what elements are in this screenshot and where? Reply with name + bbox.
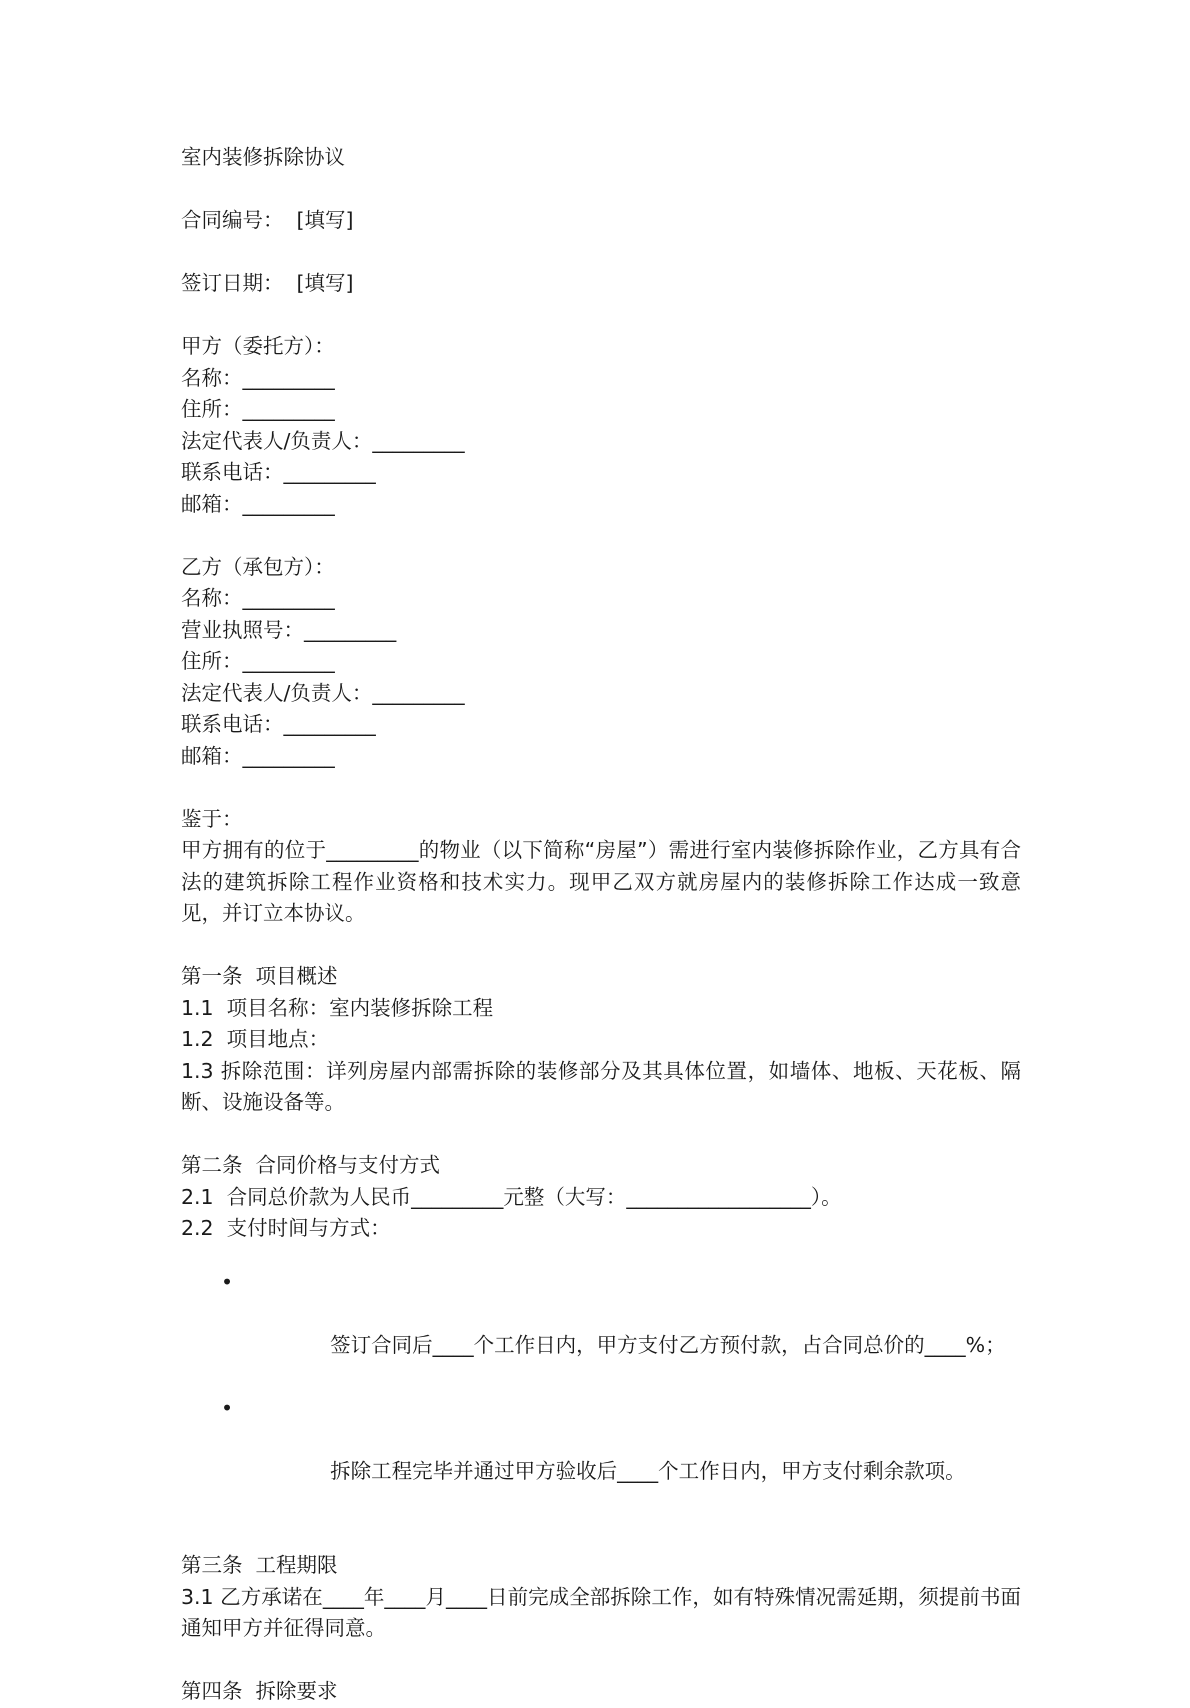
list-item	[181, 1267, 1021, 1393]
article-1	[181, 961, 1021, 1119]
article-2	[181, 1150, 1021, 1519]
party-b-representative: 法定代表人/负责人：_________	[181, 680, 465, 705]
article-3	[181, 1550, 1021, 1645]
contract-number: 合同编号： [填写]	[181, 208, 354, 232]
party-b-email: 邮箱：_________	[181, 743, 335, 768]
whereas-section	[181, 804, 1021, 930]
payment-terms-list	[181, 1267, 1021, 1519]
article-4-heading: 第四条 拆除要求	[181, 1679, 338, 1703]
list-item	[181, 1393, 1021, 1519]
party-b-heading: 乙方（承包方）：	[181, 554, 335, 579]
party-a-heading: 甲方（委托方）：	[181, 334, 335, 358]
article-3-item-1: 3.1 乙方承诺在____年____月____日前完成全部拆除工作，如有特殊情况需延期，须提前书面通知甲方并征得同意。	[181, 1584, 1021, 1640]
party-b-phone: 联系电话：_________	[181, 712, 376, 736]
party-b-name: 名称：_________	[181, 586, 335, 610]
party-a-section	[181, 331, 1021, 520]
article-1-item-3: 1.3 拆除范围：详列房屋内部需拆除的装修部分及其具体位置，如墙体、地板、天花板、隔断、设施设备等。	[181, 1058, 1021, 1114]
article-1-heading: 第一条 项目概述	[181, 964, 338, 988]
party-a-representative: 法定代表人/负责人：_________	[181, 428, 465, 453]
document-body	[181, 142, 1021, 1708]
article-4	[181, 1676, 1021, 1708]
list-item-text: 签订合同后____个工作日内，甲方支付乙方预付款，占合同总价的____%；	[330, 1332, 1006, 1357]
party-b-license: 营业执照号：_________	[181, 617, 397, 642]
article-1-item-1: 1.1 项目名称：室内装修拆除工程	[181, 995, 494, 1020]
party-a-phone: 联系电话：_________	[181, 460, 376, 484]
list-item-text: 拆除工程完毕并通过甲方验收后____个工作日内，甲方支付剩余款项。	[330, 1458, 966, 1483]
whereas-body: 甲方拥有的位于_________的物业（以下简称“房屋”）需进行室内装修拆除作业，乙方具有合法的建筑拆除工程作业资格和技术实力。现甲乙双方就房屋内的装修拆除工作达成一致意见，并订立本协议。	[181, 838, 1021, 925]
article-2-item-2: 2.2 支付时间与方式：	[181, 1216, 391, 1240]
bullet-icon: •	[221, 1269, 234, 1294]
party-b-address: 住所：_________	[181, 649, 335, 673]
sign-date: 签订日期： [填写]	[181, 271, 354, 295]
article-2-item-1: 2.1 合同总价款为人民币_________元整（大写：__________________）。	[181, 1184, 842, 1209]
party-a-email: 邮箱：_________	[181, 491, 335, 516]
party-a-address: 住所：_________	[181, 397, 335, 421]
whereas-heading: 鉴于：	[181, 806, 243, 831]
party-a-name: 名称：_________	[181, 365, 335, 390]
article-2-heading: 第二条 合同价格与支付方式	[181, 1153, 441, 1177]
article-1-item-2: 1.2 项目地点：	[181, 1027, 330, 1051]
document-title: 室内装修拆除协议	[181, 145, 345, 169]
bullet-icon: •	[221, 1395, 234, 1420]
article-3-heading: 第三条 工程期限	[181, 1553, 338, 1577]
party-b-section	[181, 552, 1021, 773]
